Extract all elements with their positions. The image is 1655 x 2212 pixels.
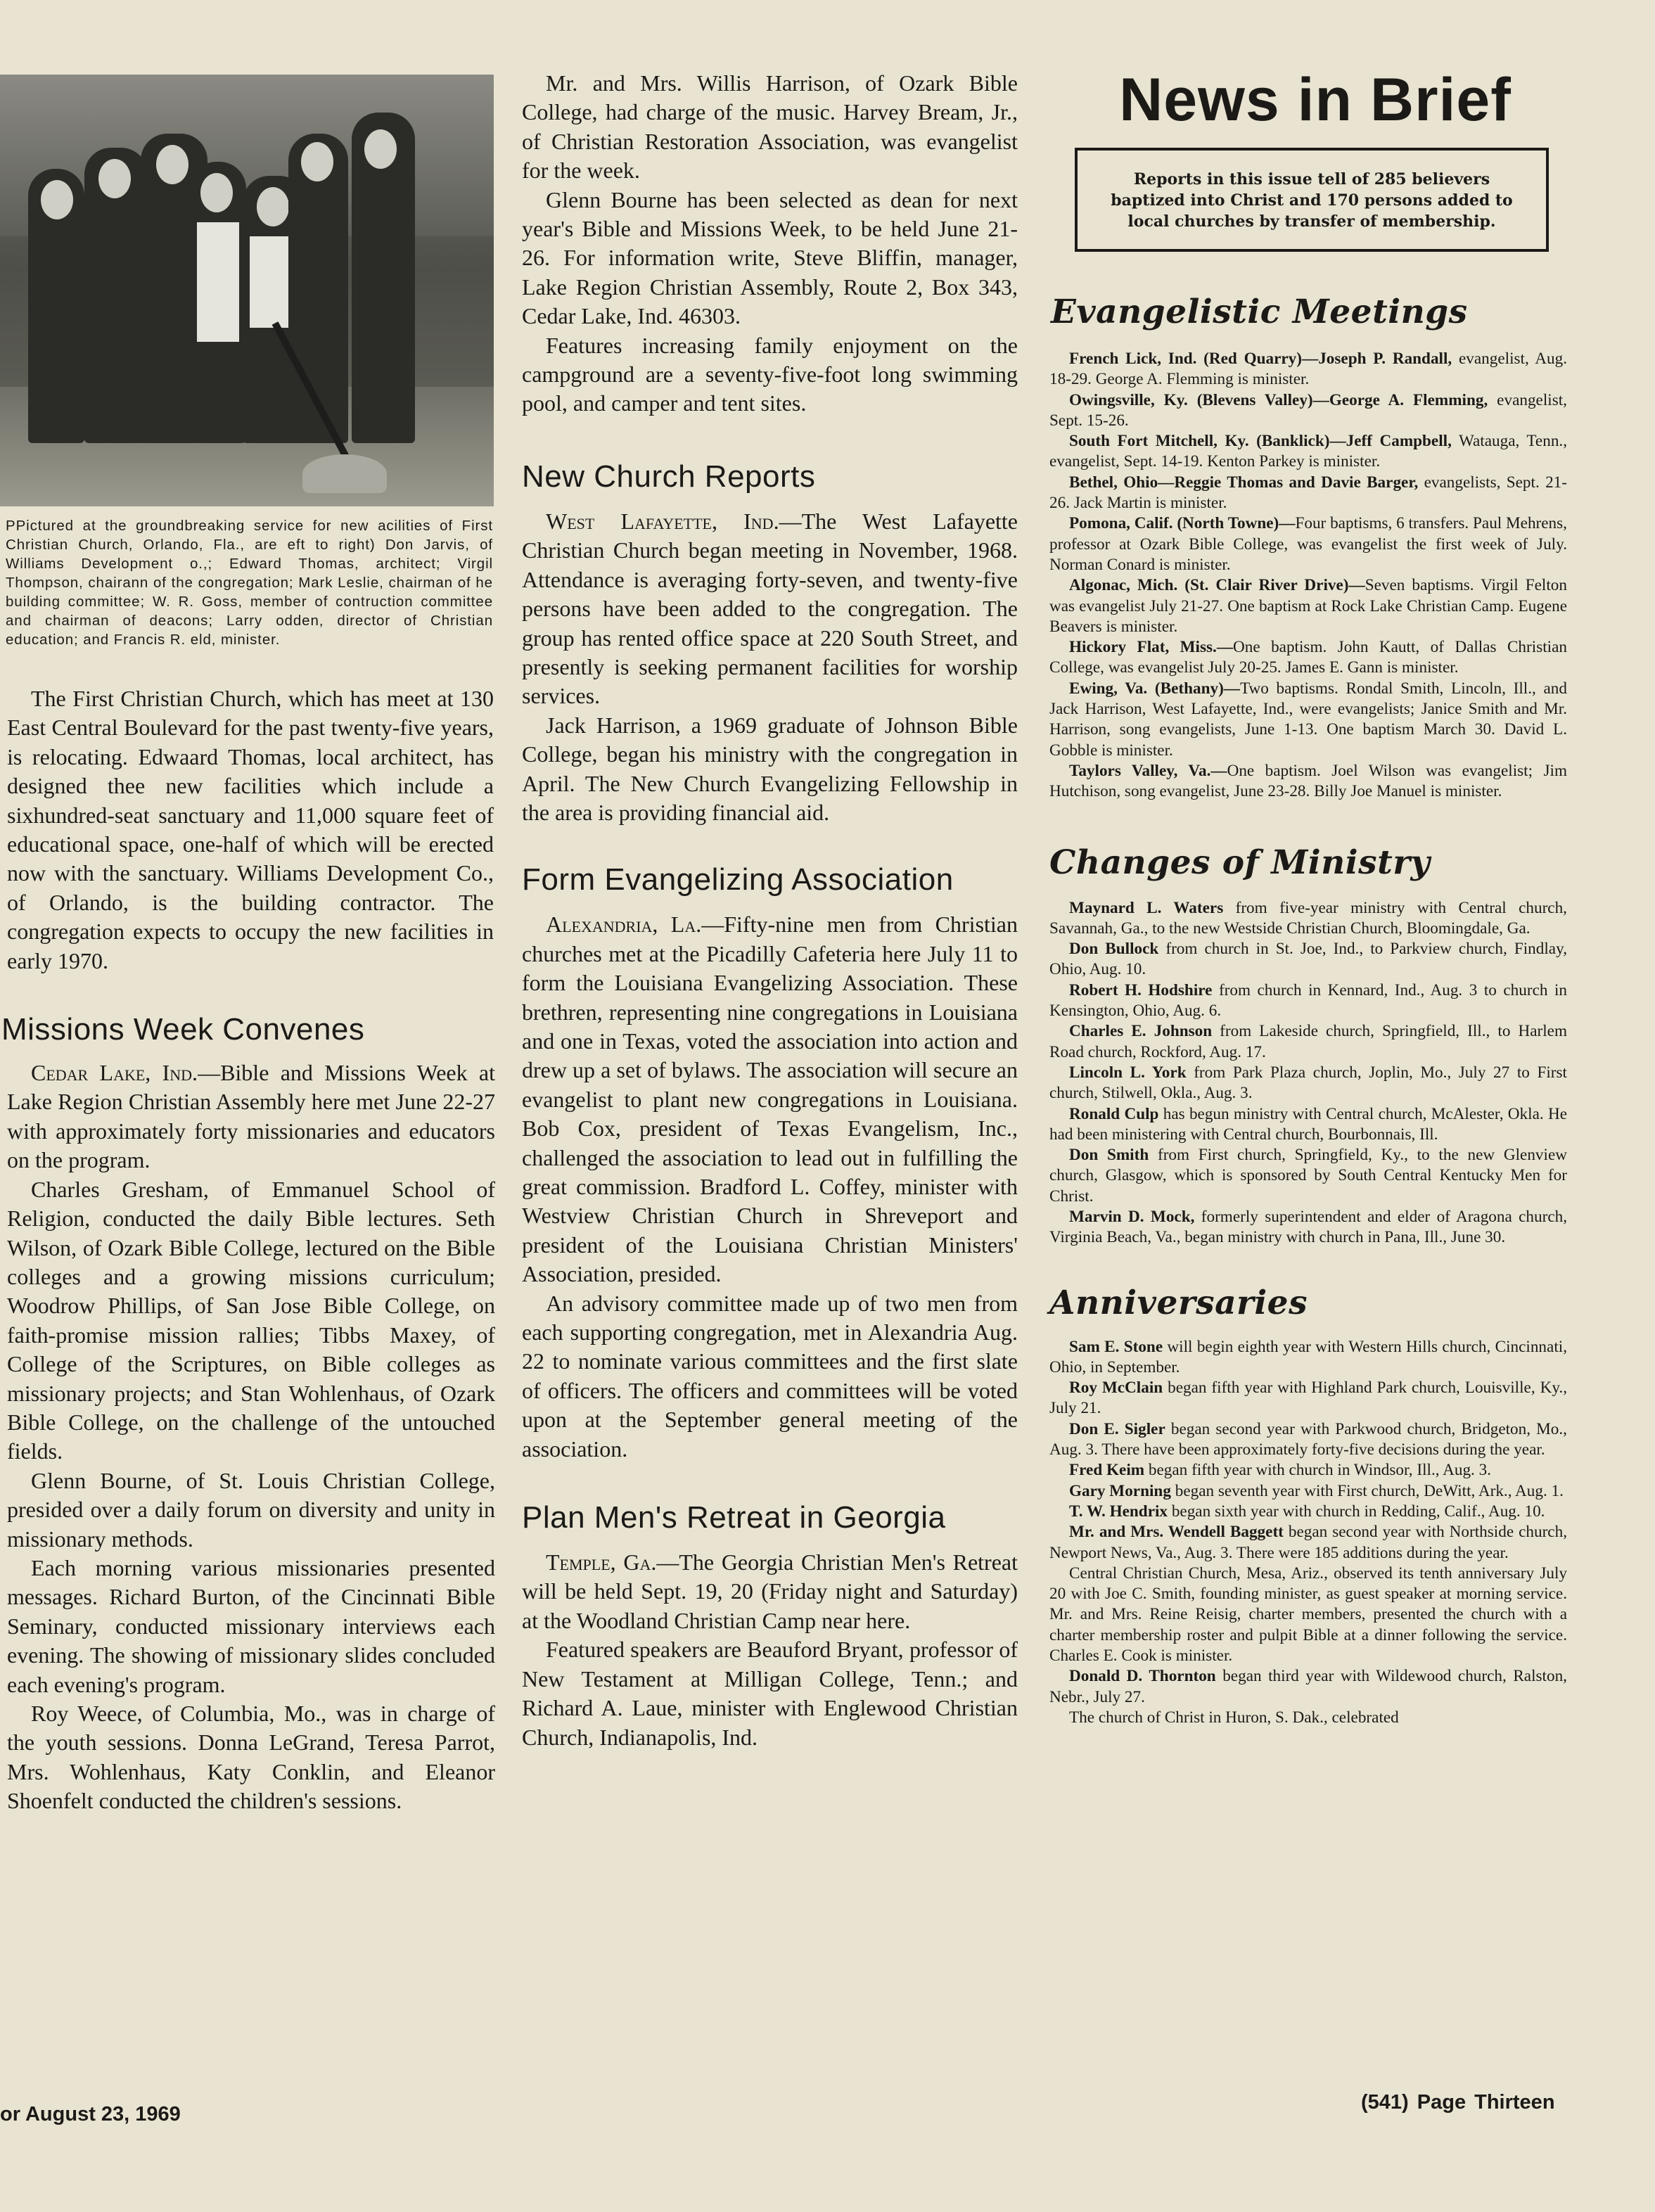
news-item: [1049, 679, 1567, 761]
news-item-text: Watauga, Tenn., evangelist, Sept. 14-19. Kenton Parkey is minister.: [1049, 432, 1568, 471]
news-item-lead: Don Bullock: [1069, 940, 1159, 959]
news-item-text: Central Christian Church, Mesa, Ariz., observed its tenth anniversary July 20 with Joe C. Smith, founding minister, as guest speaker at morning service. Mr. and Mrs. Reine Reisig, charter members, presented the church with a charter membership roster and pulpit Bible at a dinner following the service. Charles E. Cook is minister.: [1049, 1564, 1567, 1666]
news-item-lead: Lincoln L. York: [1069, 1063, 1187, 1082]
news-item-text: from five-year ministry with Central church, Savannah, Ga., to the new Westside Christian Church, Bloomingdale, Ga.: [1049, 898, 1567, 938]
anniversaries-list: [1049, 1337, 1567, 1729]
news-item-text: Seven baptisms. Virgil Felton was evangelist July 21-27. One baptism at Rock Lake Christian Camp. Eugene Beavers is minister.: [1049, 576, 1567, 636]
column-middle: [522, 69, 1018, 1752]
news-item-text: began second year with Parkwood church, Bridgeton, Mo., Aug. 3. There have been approximately forty-five decisions during the year.: [1049, 1419, 1567, 1459]
news-item-lead: Owingsville, Ky. (Blevens Valley)—George A. Flemming,: [1069, 390, 1488, 409]
news-item-text: from Lakeside church, Springfield, Ill., to Harlem Road church, Rockford, Aug. 17.: [1049, 1022, 1567, 1061]
paragraph: The First Christian Church, which has meet at 130 East Central Boulevard for the past twenty-five years, is relocating. Edwaard Thomas, local architect, has designed thee new facilities which include a sixhundred-seat sanctuary and 11,000 square feet of educational space, one-half of which will be erected now with the sanctuary. Williams Development Co., of Orlando, is the building contractor. The congregation expects to occupy the new facilities in early 1970.: [7, 686, 494, 973]
news-item: [1049, 1708, 1567, 1728]
headline-mens-retreat: Plan Men's Retreat in Georgia: [522, 1500, 946, 1535]
news-item-lead: Bethel, Ohio—Reggie Thomas and Davie Barger,: [1069, 473, 1419, 492]
news-item-lead: Don Smith: [1069, 1146, 1149, 1165]
news-item-lead: French Lick, Ind. (Red Quarry)—Joseph P. Randall,: [1069, 350, 1452, 368]
news-item: [1049, 1378, 1567, 1419]
news-item: [1049, 898, 1567, 940]
news-item-lead: Sam E. Stone: [1069, 1337, 1163, 1356]
news-item-text: began sixth year with church in Redding, Calif., Aug. 10.: [1168, 1502, 1545, 1521]
news-item: [1049, 390, 1567, 432]
news-item-text: began third year with Wildewood church, Ralston, Nebr., July 27.: [1049, 1667, 1567, 1706]
news-item-text: One baptism. Joel Wilson was evangelist; Jim Hutchison, song evangelist, June 23-28. Billy Joe Manuel is minister.: [1049, 761, 1567, 801]
news-item-lead: Marvin D. Mock,: [1069, 1207, 1195, 1226]
article-missions-continued: [522, 69, 1018, 418]
paragraph: Jack Harrison, a 1969 graduate of Johnson Bible College, began his ministry with the congregation in April. The New Church Evangelizing Fellowship in the area is providing financial aid.: [522, 712, 1018, 825]
paragraph: Features increasing family enjoyment on the campground are a seventy-five-foot long swimming pool, and camper and tent sites.: [522, 332, 1018, 416]
news-item-lead: Pomona, Calif. (North Towne)—: [1069, 514, 1296, 533]
dateline: Temple, Ga.: [546, 1549, 657, 1575]
news-item-text: from First church, Springfield, Ky., to the new Glenview church, Glasgow, which is sponsored by South Central Kentucky Men for Christ.: [1049, 1146, 1567, 1206]
photo-caption: PPictured at the groundbreaking service for new acilities of First Christian Church, Orlando, Fla., are eft to right) Don Jarvis, of Williams Development o.,; Edward Thomas, architect; Virgil Thompson, chairann of the congregation; Mark Leslie, chairman of he building committee; W. R. Goss, member of contruction committee and chairman of deacons; Larry odden, director of Christian education; and Francis R. eld, minister.: [6, 518, 493, 648]
paragraph: Each morning various missionaries presented messages. Richard Burton, of the Cincinnati Bible Seminary, conducted missionary interviews each evening. The showing of missionary slides concluded each evening's program.: [7, 1554, 495, 1697]
page-number: (541) Page Thirteen: [1361, 2091, 1555, 2114]
news-item-lead: Charles E. Johnson: [1069, 1022, 1213, 1041]
headline-missions-week: Missions Week Convenes: [1, 1012, 365, 1047]
paragraph: Glenn Bourne has been selected as dean for next year's Bible and Missions Week, to be held June 21-26. For information write, Steve Bliffin, manager, Lake Region Christian Assembly, Route 2, Box 343, Cedar Lake, Ind. 46303.: [522, 186, 1018, 329]
article-evangelizing-association: [522, 862, 1018, 1464]
news-in-brief-title: News in Brief: [1119, 66, 1512, 134]
heading-changes-of-ministry: Changes of Ministry: [1049, 843, 1431, 882]
news-item-lead: Robert H. Hodshire: [1069, 980, 1213, 999]
news-item-text: has begun ministry with Central church, McAlester, Okla. He had been ministering with Central church, Bourbonnais, Ill.: [1049, 1104, 1567, 1144]
paragraph: Alexandria, La.—Fifty-nine men from Christian churches met at the Picadilly Cafeteria here July 11 to form the Louisiana Evangelizing Association. These brethren, representing nine congregations in Louisiana and one in Texas, voted the association into action and drew up a set of bylaws. The association will secure an evangelist to plant new congregations in Louisiana. Bob Cox, president of Texas Evangelism, Inc., challenged the association to lead out in fulfilling the great commission. Bradford L. Coffey, minister with Westview Christian Church in Shreveport and president of the Louisiana Christian Ministers' Association, presided.: [522, 912, 1018, 1287]
news-item-lead: Don E. Sigler: [1069, 1419, 1165, 1438]
news-item: [1049, 637, 1567, 679]
news-item: [1049, 1145, 1567, 1207]
column-left: [0, 75, 496, 1816]
heading-anniversaries: Anniversaries: [1049, 1283, 1308, 1322]
column-right: [1049, 65, 1567, 1728]
news-item-text: began fifth year with church in Windsor, Ill., Aug. 3.: [1144, 1461, 1492, 1480]
issue-date: or August 23, 1969: [0, 2103, 181, 2125]
news-item-text: began fifth year with Highland Park church, Louisville, Ky., July 21.: [1049, 1379, 1567, 1418]
news-item: [1049, 1021, 1567, 1063]
dateline: Cedar Lake, Ind.: [31, 1060, 198, 1086]
news-item-text: from church in St. Joe, Ind., to Parkview church, Findlay, Ohio, Aug. 10.: [1049, 940, 1567, 979]
news-item-lead: Algonac, Mich. (St. Clair River Drive)—: [1069, 576, 1365, 595]
news-item: [1049, 1522, 1567, 1564]
news-item-lead: Gary Morning: [1069, 1481, 1171, 1500]
news-item: [1049, 939, 1567, 980]
news-item: [1049, 575, 1567, 637]
news-item-text: from church in Kennard, Ind., Aug. 3 to church in Kensington, Ohio, Aug. 6.: [1049, 980, 1567, 1021]
article-missions-week: [1, 1012, 496, 1816]
news-item-lead: Mr. and Mrs. Wendell Baggett: [1069, 1523, 1284, 1542]
news-item: [1049, 1337, 1567, 1379]
news-item: [1049, 1207, 1567, 1248]
news-item-text: The church of Christ in Huron, S. Dak., celebrated: [1069, 1708, 1399, 1727]
news-item: [1049, 1063, 1567, 1104]
news-item: [1049, 1481, 1567, 1502]
news-item-text: began second year with Northside church, Newport News, Va., Aug. 3. There were 185 additions during the year.: [1049, 1523, 1567, 1562]
paragraph: West Lafayette, Ind.—The West Lafayette Christian Church began meeting in November, 1968. Attendance is averaging forty-seven, and twenty-five persons have been added to the congregation. The group has rented office space at 220 South Street, and presently is seeking permanent facilities for worship services.: [522, 508, 1018, 709]
evangelistic-meetings-list: [1049, 349, 1567, 803]
news-item: [1049, 1419, 1567, 1461]
article-orlando: [7, 684, 494, 976]
paragraph: Temple, Ga.—The Georgia Christian Men's Retreat will be held Sept. 19, 20 (Friday night and Saturday) at the Woodland Christian Camp near here.: [522, 1549, 1018, 1633]
news-item-lead: Hickory Flat, Miss.—: [1069, 638, 1234, 657]
news-item: [1049, 1104, 1567, 1146]
news-item-lead: Maynard L. Waters: [1069, 898, 1224, 917]
paragraph: Mr. and Mrs. Willis Harrison, of Ozark Bible College, had charge of the music. Harvey Bream, Jr., of Christian Restoration Association, was evangelist for the week.: [522, 70, 1018, 184]
changes-of-ministry-list: [1049, 898, 1567, 1248]
news-item: [1049, 473, 1567, 514]
news-item: [1049, 1502, 1567, 1522]
news-item: [1049, 513, 1567, 575]
news-item: [1049, 1460, 1567, 1481]
article-mens-retreat: [522, 1500, 1018, 1752]
news-item-text: One baptism. John Kautt, of Dallas Christian College, was evangelist July 20-25. James E. Gann is minister.: [1049, 638, 1567, 677]
news-item-text: formerly superintendent and elder of Aragona church, Virginia Beach, Va., began ministry with church in Pana, Ill., June 30.: [1049, 1207, 1568, 1247]
paragraph: Roy Weece, of Columbia, Mo., was in charge of the youth sessions. Donna LeGrand, Teresa Parrot, Mrs. Wohlenhaus, Katy Conklin, and Eleanor Shoenfelt conducted the children's sessions.: [7, 1701, 495, 1814]
news-item-lead: T. W. Hendrix: [1069, 1502, 1168, 1521]
paragraph: Featured speakers are Beauford Bryant, professor of New Testament at Milligan College, Tenn.; and Richard A. Laue, minister with Englewood Christian Church, Indianapolis, Ind.: [522, 1637, 1018, 1750]
paragraph: Glenn Bourne, of St. Louis Christian College, presided over a daily forum on diversity and unity in missionary methods.: [7, 1467, 495, 1552]
paragraph: Cedar Lake, Ind.—Bible and Missions Week at Lake Region Christian Assembly here met June 22-27 with approximately forty missionaries and educators on the program.: [7, 1060, 495, 1173]
news-item-lead: Ewing, Va. (Bethany)—: [1069, 679, 1240, 698]
paragraph: An advisory committee made up of two men from each supporting congregation, met in Alexandria Aug. 22 to nominate various committees and the first slate of officers. The officers and committees will be voted upon at the September general meeting of the association.: [522, 1290, 1018, 1462]
news-item: [1049, 761, 1567, 803]
news-item-text: will begin eighth year with Western Hills church, Cincinnati, Ohio, in September.: [1049, 1337, 1568, 1376]
news-item-lead: South Fort Mitchell, Ky. (Banklick)—Jeff Campbell,: [1069, 432, 1452, 451]
news-item-lead: Roy McClain: [1069, 1379, 1163, 1398]
headline-new-church-reports: New Church Reports: [522, 459, 816, 494]
paragraph: Charles Gresham, of Emmanuel School of Religion, conducted the daily Bible lectures. Seth Wilson, of Ozark Bible College, lectured on the Bible colleges and a growing missions curriculum; Woodrow Phillips, of San Jose Bible College, on faith-promise mission rallies; Tibbs Maxey, of College of the Scriptures, on Bible colleges as missionary projects; and Stan Wohlenhaus, of Ozark Bible College, on the challenge of the untouched fields.: [7, 1176, 495, 1464]
news-item-lead: Taylors Valley, Va.—: [1069, 761, 1227, 780]
news-item-lead: Donald D. Thornton: [1069, 1667, 1216, 1686]
heading-evangelistic-meetings: Evangelistic Meetings: [1051, 293, 1468, 331]
groundbreaking-photo: [0, 75, 494, 506]
news-item: [1049, 431, 1567, 473]
news-item-text: from Park Plaza church, Joplin, Mo., July 27 to First church, Stilwell, Okla., Aug. 3.: [1049, 1063, 1567, 1103]
baptism-summary-box: Reports in this issue tell of 285 believers baptized into Christ and 170 persons added to local churches by transfer of membership.: [1075, 148, 1549, 252]
news-item-lead: Fred Keim: [1069, 1461, 1145, 1480]
news-item-text: evangelist, Aug. 18-29. George A. Flemming is minister.: [1049, 350, 1567, 389]
news-item: [1049, 349, 1567, 390]
news-item-text: evangelist, Sept. 15-26.: [1049, 390, 1567, 430]
news-item-text: evangelists, Sept. 21-26. Jack Martin is minister.: [1049, 473, 1567, 513]
news-item-text: began seventh year with First church, DeWitt, Ark., Aug. 1.: [1170, 1481, 1564, 1500]
news-item: [1049, 1666, 1567, 1708]
dateline: West Lafayette, Ind.: [546, 508, 779, 534]
news-item: [1049, 1564, 1567, 1666]
news-item: [1049, 980, 1567, 1022]
news-item-text: Two baptisms. Rondal Smith, Lincoln, Ill., and Jack Harrison, West Lafayette, Ind., were evangelists; Janice Smith and Mr. Harrison, song evangelists, June 1-13. One baptism March 30. David L. Gobble is minister.: [1049, 679, 1567, 760]
headline-evangelizing-association: Form Evangelizing Association: [522, 862, 954, 897]
dateline: Alexandria, La.: [546, 912, 702, 938]
news-item-text: Four baptisms, 6 transfers. Paul Mehrens, professor at Ozark Bible College, was evangelist the first week of July. Norman Conard is minister.: [1049, 514, 1567, 574]
news-item-lead: Ronald Culp: [1069, 1104, 1159, 1123]
article-new-church-reports: [522, 459, 1018, 827]
